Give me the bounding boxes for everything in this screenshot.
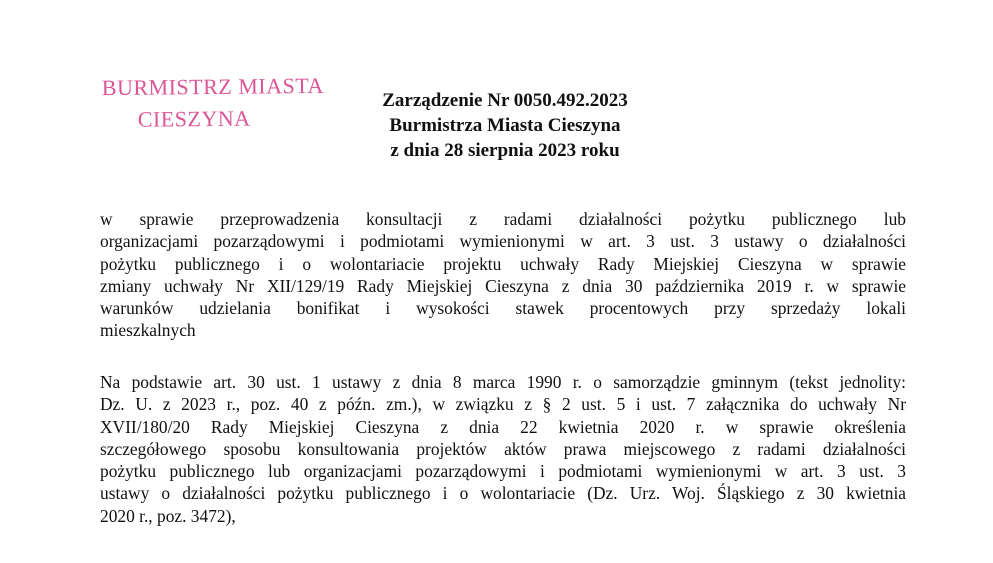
legal-basis-paragraph (100, 371, 906, 527)
document-date: z dnia 28 sierpnia 2023 roku (390, 140, 620, 161)
document-title: Zarządzenie Nr 0050.492.2023 (382, 90, 628, 111)
basis-line: Dz. U. z 2023 r., poz. 40 z późn. zm.), w związku z § 2 ust. 5 i ust. 7 załącznika do uchwały Nr (100, 394, 906, 415)
basis-line: ustawy o działalności pożytku publicznego i o wolontariacie (Dz. Urz. Woj. Śląskiego z 30 kwietnia (100, 483, 906, 504)
basis-line: szczegółowego sposobu konsultowania projektów aktów prawa miejscowego z radami działalności (100, 438, 906, 459)
basis-line: Na podstawie art. 30 ust. 1 ustawy z dnia 8 marca 1990 r. o samorządzie gminnym (tekst jednolity: (100, 372, 906, 392)
basis-line: 2020 r., poz. 3472), (100, 505, 236, 526)
subject-paragraph (100, 208, 906, 342)
office-stamp (88, 71, 339, 136)
subject-line: pożytku publicznego i o wolontariacie projektu uchwały Rady Miejskiej Cieszyna w sprawie (100, 253, 906, 274)
document-heading (340, 88, 670, 163)
subject-line: organizacjami pozarządowymi i podmiotami wymienionymi w art. 3 ust. 3 ustawy o działalności (100, 231, 906, 252)
basis-line: pożytku publicznego lub organizacjami pozarządowymi i podmiotami wymienionymi w art. 3 ust. 3 (100, 461, 906, 482)
document-issuer: Burmistrza Miasta Cieszyna (389, 115, 621, 136)
subject-line: warunków udzielania bonifikat i wysokości stawek procentowych przy sprzedaży lokali (100, 298, 906, 319)
basis-line: XVII/180/20 Rady Miejskiej Cieszyna z dnia 22 kwietnia 2020 r. w sprawie określenia (100, 416, 906, 437)
subject-line: w sprawie przeprowadzenia konsultacji z radami działalności pożytku publicznego lub (100, 209, 906, 229)
stamp-line-2: CIESZYNA (137, 105, 251, 132)
subject-line: mieszkalnych (100, 320, 196, 341)
stamp-line-1: BURMISTRZ MIASTA (101, 72, 324, 101)
subject-line: zmiany uchwały Nr XII/129/19 Rady Miejskiej Cieszyna z dnia 30 października 2019 r. w sprawie (100, 275, 906, 296)
